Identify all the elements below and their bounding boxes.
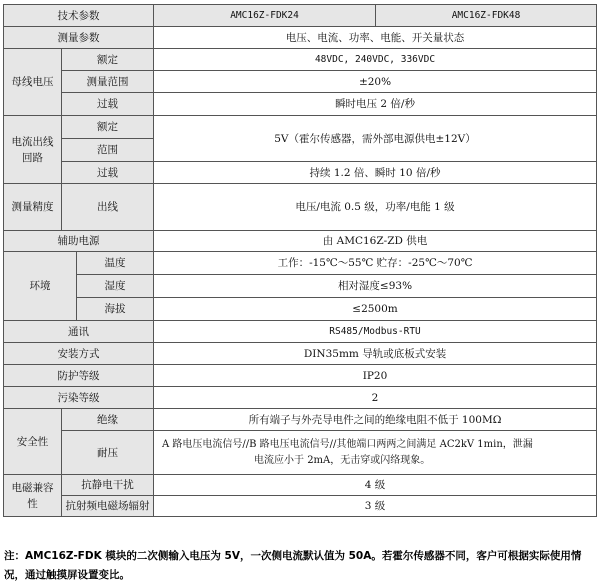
- comm-label: 通讯: [4, 321, 154, 343]
- table-row: [4, 409, 597, 431]
- safety-insulation-value: 所有端子与外壳导电件之间的绝缘电阻不低于 100MΩ: [154, 409, 597, 431]
- table-row: [4, 275, 597, 298]
- table-row: [4, 321, 597, 343]
- env-altitude-label: 海拔: [77, 298, 154, 321]
- pollution-label: 污染等级: [4, 387, 154, 409]
- env-humidity-value: 相对湿度≤93%: [154, 275, 597, 298]
- table-row: [4, 298, 597, 321]
- table-row: [4, 49, 597, 71]
- safety-withstand-label: 耐压: [62, 431, 154, 475]
- emc-rf-value: 3 级: [154, 496, 597, 517]
- accuracy-label: 出线: [62, 184, 154, 231]
- env-altitude-value: ≤2500m: [154, 298, 597, 321]
- table-row: [4, 162, 597, 184]
- install-value: DIN35mm 导轨或底板式安装: [154, 343, 597, 365]
- current-loop-rated-value: 5V（霍尔传感器，需外部电源供电±12V）: [154, 116, 597, 162]
- table-row: [4, 252, 597, 275]
- environment-group: 环境: [4, 252, 77, 321]
- table-row: [4, 71, 597, 93]
- env-humidity-label: 湿度: [77, 275, 154, 298]
- comm-value: RS485/Modbus-RTU: [154, 321, 597, 343]
- header-param: 技术参数: [4, 5, 154, 27]
- safety-group: 安全性: [4, 409, 62, 475]
- current-loop-range-label: 范围: [62, 139, 154, 162]
- protection-label: 防护等级: [4, 365, 154, 387]
- bus-voltage-overload-value: 瞬时电压 2 倍/秒: [154, 93, 597, 116]
- measured-params-label: 测量参数: [4, 27, 154, 49]
- emc-group: 电磁兼容性: [4, 475, 62, 517]
- withstand-line-2: 电流应小于 2mA，无击穿或闪络现象。: [254, 454, 431, 466]
- table-row: [4, 27, 597, 49]
- header-model-a: AMC16Z-FDK24: [154, 5, 376, 27]
- bus-voltage-rated-value: 48VDC, 240VDC, 336VDC: [154, 49, 597, 71]
- header-row: [4, 5, 597, 27]
- table-row: [4, 343, 597, 365]
- pollution-value: 2: [154, 387, 597, 409]
- bus-voltage-rated-label: 额定: [62, 49, 154, 71]
- protection-value: IP20: [154, 365, 597, 387]
- current-loop-group: 电流出线回路: [4, 116, 62, 184]
- emc-esd-value: 4 级: [154, 475, 597, 496]
- table-row: [4, 496, 597, 517]
- env-temperature-label: 温度: [77, 252, 154, 275]
- table-row: [4, 365, 597, 387]
- footnote: 注：AMC16Z-FDK 模块的二次侧输入电压为 5V，一次侧电流默认值为 50A。若霍尔传感器不同，客户可根据实际使用情况，通过触摸屏设置变比。: [4, 550, 582, 581]
- safety-withstand-value: [154, 431, 597, 475]
- table-row: [4, 475, 597, 496]
- table-row: [4, 93, 597, 116]
- bus-voltage-range-label: 测量范围: [62, 71, 154, 93]
- table-row: [4, 387, 597, 409]
- table-row: [4, 116, 597, 139]
- table-row: [4, 431, 597, 475]
- accuracy-group: 测量精度: [4, 184, 62, 231]
- aux-power-label: 辅助电源: [4, 231, 154, 252]
- aux-power-value: 由 AMC16Z-ZD 供电: [154, 231, 597, 252]
- current-loop-overload-label: 过载: [62, 162, 154, 184]
- emc-esd-label: 抗静电干扰: [62, 475, 154, 496]
- table-row: [4, 184, 597, 231]
- emc-rf-label: 抗射频电磁场辐射: [62, 496, 154, 517]
- accuracy-value: 电压/电流 0.5 级，功率/电能 1 级: [154, 184, 597, 231]
- bus-voltage-group: 母线电压: [4, 49, 62, 116]
- table-row: [4, 231, 597, 252]
- measured-params-value: 电压、电流、功率、电能、开关量状态: [154, 27, 597, 49]
- safety-insulation-label: 绝缘: [62, 409, 154, 431]
- env-temperature-value: 工作：-15℃～55℃ 贮存：-25℃～70℃: [154, 252, 597, 275]
- spec-table: [3, 4, 597, 517]
- install-label: 安装方式: [4, 343, 154, 365]
- current-loop-rated-label: 额定: [62, 116, 154, 139]
- withstand-line-1: A 路电压电流信号//B 路电压电流信号//其他端口两两之间满足 AC2kV 1min，泄漏: [162, 438, 533, 450]
- current-loop-overload-value: 持续 1.2 倍、瞬时 10 倍/秒: [154, 162, 597, 184]
- bus-voltage-overload-label: 过载: [62, 93, 154, 116]
- bus-voltage-range-value: ±20%: [154, 71, 597, 93]
- header-model-b: AMC16Z-FDK48: [376, 5, 597, 27]
